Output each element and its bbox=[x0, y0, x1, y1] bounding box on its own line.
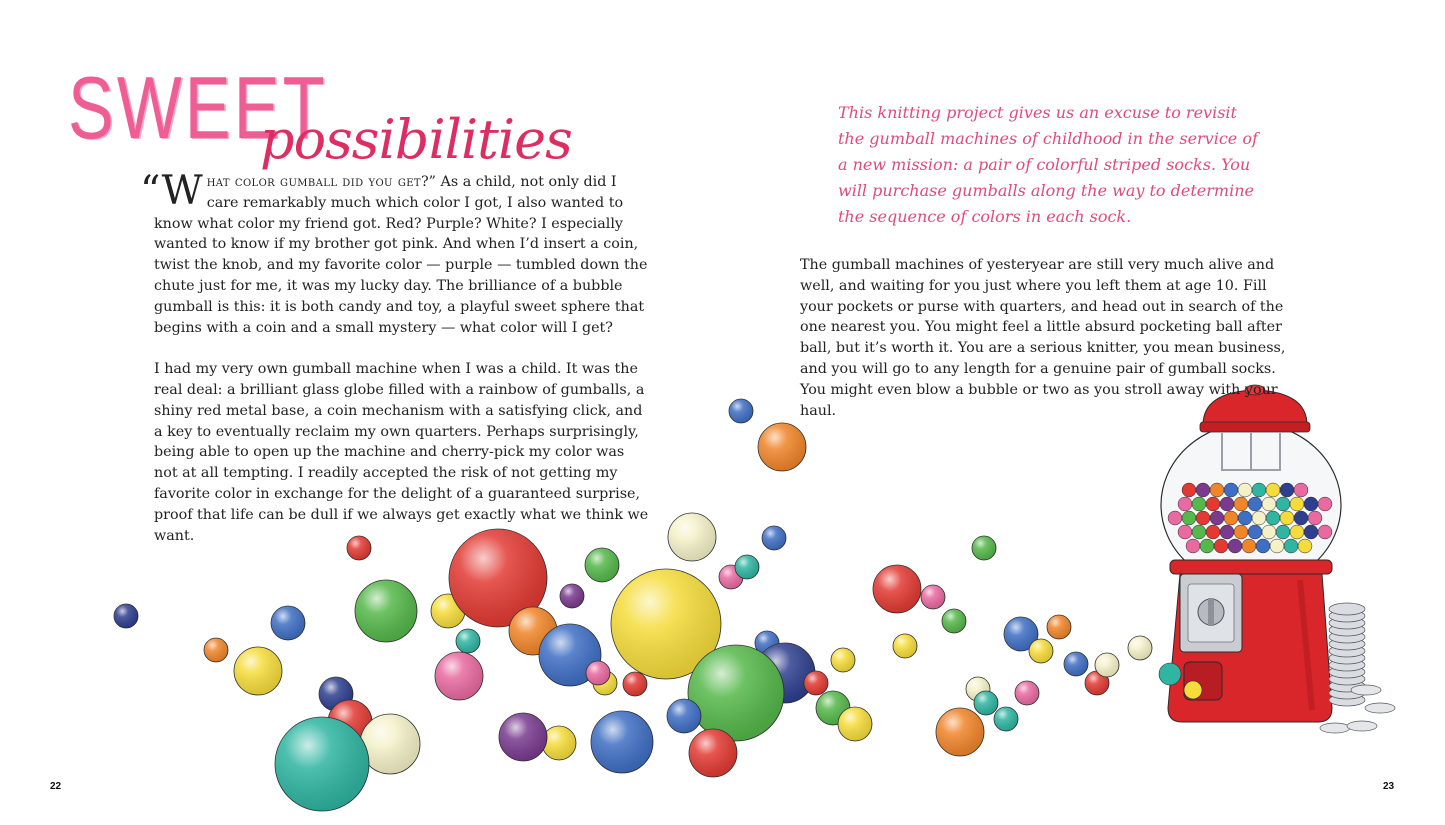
globe-gumball-40 bbox=[1290, 525, 1304, 539]
pull-quote: This knitting project gives us an excuse to revisit the gumball machines of childhood in the service of a new mission: a pair of colorful striped socks. You will purchase gumballs along the way to determine the sequence of colors in each sock. bbox=[838, 103, 1258, 226]
globe-gumball-17 bbox=[1276, 497, 1290, 511]
globe-gumball-37 bbox=[1248, 525, 1262, 539]
gumball-shine-56 bbox=[1095, 653, 1119, 677]
gumball-shine-57 bbox=[1128, 636, 1152, 660]
gumball-shine-3 bbox=[234, 647, 282, 695]
page-number-left: 22 bbox=[50, 781, 62, 792]
gumball-shine-47 bbox=[1047, 615, 1071, 639]
globe-gumball-10 bbox=[1178, 497, 1192, 511]
right-paragraph-1: The gumball machines of yesteryear are still very much alive and well, and waiting for you just where you left them at age 10. Fill your pockets or purse with quarters, and head out in search of the one nearest you. You might feel a little absurd pocketing ball after ball, but it’s worth it. You are a serious knitter, you mean business, and you will go to any length for a genuine pair of gumball socks. You might even blow a bubble or two as you stroll away with your haul. bbox=[800, 257, 1286, 419]
gumball-shine-10 bbox=[275, 717, 369, 811]
globe-gumball-51 bbox=[1298, 539, 1312, 553]
gumball-shine-44 bbox=[893, 634, 917, 658]
globe-gumball-35 bbox=[1220, 525, 1234, 539]
globe-gumball-27 bbox=[1252, 511, 1266, 525]
left-paragraph-1 bbox=[140, 168, 649, 338]
globe-gumball-31 bbox=[1308, 511, 1322, 525]
gumball-shine-54 bbox=[1064, 652, 1088, 676]
globe-gumball-25 bbox=[1224, 511, 1238, 525]
gumball-shine-53 bbox=[1015, 681, 1039, 705]
globe-gumball-16 bbox=[1262, 497, 1276, 511]
globe-gumball-4 bbox=[1224, 483, 1238, 497]
globe-gumball-44 bbox=[1200, 539, 1214, 553]
loose-coin-4 bbox=[1351, 685, 1381, 695]
gumball-shine-23 bbox=[762, 526, 786, 550]
globe-gumball-34 bbox=[1206, 525, 1220, 539]
globe-gumball-5 bbox=[1238, 483, 1252, 497]
gumball-shine-37 bbox=[804, 671, 828, 695]
gumball-shine-41 bbox=[873, 565, 921, 613]
gumball-shine-13 bbox=[456, 629, 480, 653]
globe-gumball-24 bbox=[1210, 511, 1224, 525]
globe-gumball-8 bbox=[1280, 483, 1294, 497]
left-body-text bbox=[140, 168, 649, 567]
gumball-shine-30 bbox=[689, 729, 737, 777]
gumball-shine-32 bbox=[542, 726, 576, 760]
gumball-shine-42 bbox=[921, 585, 945, 609]
loose-coin-2 bbox=[1347, 721, 1377, 731]
globe-gumball-12 bbox=[1206, 497, 1220, 511]
gumball-shine-40 bbox=[838, 707, 872, 741]
globe-gumball-23 bbox=[1196, 511, 1210, 525]
globe-gumball-32 bbox=[1178, 525, 1192, 539]
loose-coin-3 bbox=[1365, 703, 1395, 713]
globe-gumball-3 bbox=[1210, 483, 1224, 497]
gumball-shine-31 bbox=[591, 711, 653, 773]
gumball-shine-36 bbox=[586, 661, 610, 685]
gumball-shine-14 bbox=[435, 652, 483, 700]
gumball-shine-29 bbox=[667, 699, 701, 733]
globe-gumball-19 bbox=[1304, 497, 1318, 511]
globe-gumball-6 bbox=[1252, 483, 1266, 497]
left-paragraph-2: I had my very own gumball machine when I was a child. It was the real deal: a brilliant glass globe filled with a rainbow of gumballs, a shiny red metal base, a coin mechanism with a satisfying click, and a key to eventually reclaim my own quarters. Perhaps surprisingly, being able to open up the machine and cherry-pick my color was not at all tempting. I readily accepted the risk of not getting my favorite color in exchange for the delight of a guaranteed surprise, proof that life can be dull if we always get exactly what we think we want. bbox=[154, 361, 649, 544]
globe-gumball-45 bbox=[1214, 539, 1228, 553]
gumball-shine-34 bbox=[623, 672, 647, 696]
loose-coin-1 bbox=[1320, 723, 1350, 733]
globe-gumball-46 bbox=[1228, 539, 1242, 553]
title-sweet: SWEET bbox=[68, 58, 328, 157]
globe-gumball-41 bbox=[1304, 525, 1318, 539]
gumball-shine-25 bbox=[758, 423, 806, 471]
gumball-shine-38 bbox=[831, 648, 855, 672]
gumball-shine-22 bbox=[735, 555, 759, 579]
gumball-shine-17 bbox=[560, 584, 584, 608]
left-paragraph-1-text: ?” As a child, not only did I care remarkably much which color I got, I also wanted to know what color my friend got. Red? Purple? White? I especially wanted to know if my brother got pink. And when I’d insert a coin, twist the knob, and my favorite color — purple — tumbled down the chute just for me, it was my lucky day. The brilliance of a bubble gumball is this: it is both candy and toy, a playful sweet sphere that begins with a coin and a small mystery — what color will I get? bbox=[154, 174, 648, 336]
globe-gumball-28 bbox=[1266, 511, 1280, 525]
globe-gumball-48 bbox=[1256, 539, 1270, 553]
globe-gumball-38 bbox=[1262, 525, 1276, 539]
gumball-shine-28 bbox=[688, 645, 784, 741]
globe-gumball-22 bbox=[1182, 511, 1196, 525]
globe-gumball-42 bbox=[1318, 525, 1332, 539]
title-possibilities: possibilities bbox=[260, 108, 572, 171]
gumball-shine-49 bbox=[936, 708, 984, 756]
globe-gumball-29 bbox=[1280, 511, 1294, 525]
globe-gumball-26 bbox=[1238, 511, 1252, 525]
globe-gumball-36 bbox=[1234, 525, 1248, 539]
gumball-shine-45 bbox=[972, 536, 996, 560]
coin-14 bbox=[1329, 603, 1365, 615]
gumball-shine-52 bbox=[994, 707, 1018, 731]
globe-gumball-49 bbox=[1270, 539, 1284, 553]
gumball-shine-24 bbox=[729, 399, 753, 423]
gumball-shine-4 bbox=[271, 606, 305, 640]
globe-gumball-14 bbox=[1234, 497, 1248, 511]
page-title bbox=[68, 58, 588, 182]
globe-gumball-15 bbox=[1248, 497, 1262, 511]
drop-cap: “W bbox=[140, 168, 203, 214]
globe-gumball-30 bbox=[1294, 511, 1308, 525]
globe-gumball-13 bbox=[1220, 497, 1234, 511]
gumball-shine-51 bbox=[974, 691, 998, 715]
gumball-shine-1 bbox=[114, 604, 138, 628]
gumball-shine-33 bbox=[499, 713, 547, 761]
globe-gumball-1 bbox=[1182, 483, 1196, 497]
globe-gumball-33 bbox=[1192, 525, 1206, 539]
gumball-shine-2 bbox=[204, 638, 228, 662]
globe-gumball-21 bbox=[1168, 511, 1182, 525]
gumball-machine-icon bbox=[1159, 385, 1341, 722]
gumball-shine-20 bbox=[668, 513, 716, 561]
globe-gumball-2 bbox=[1196, 483, 1210, 497]
globe-gumball-20 bbox=[1318, 497, 1332, 511]
gumball-shine-48 bbox=[1029, 639, 1053, 663]
page-number-right: 23 bbox=[1383, 781, 1395, 792]
gumball-shine-43 bbox=[942, 609, 966, 633]
opening-small-caps: hat color gumball did you get bbox=[206, 174, 421, 190]
globe-gumball-43 bbox=[1186, 539, 1200, 553]
globe-gumball-9 bbox=[1294, 483, 1308, 497]
globe-gumball-50 bbox=[1284, 539, 1298, 553]
globe-gumball-47 bbox=[1242, 539, 1256, 553]
globe-gumball-11 bbox=[1192, 497, 1206, 511]
gumball-shine-6 bbox=[355, 580, 417, 642]
globe-gumball-7 bbox=[1266, 483, 1280, 497]
globe-gumball-39 bbox=[1276, 525, 1290, 539]
globe-gumball-18 bbox=[1290, 497, 1304, 511]
